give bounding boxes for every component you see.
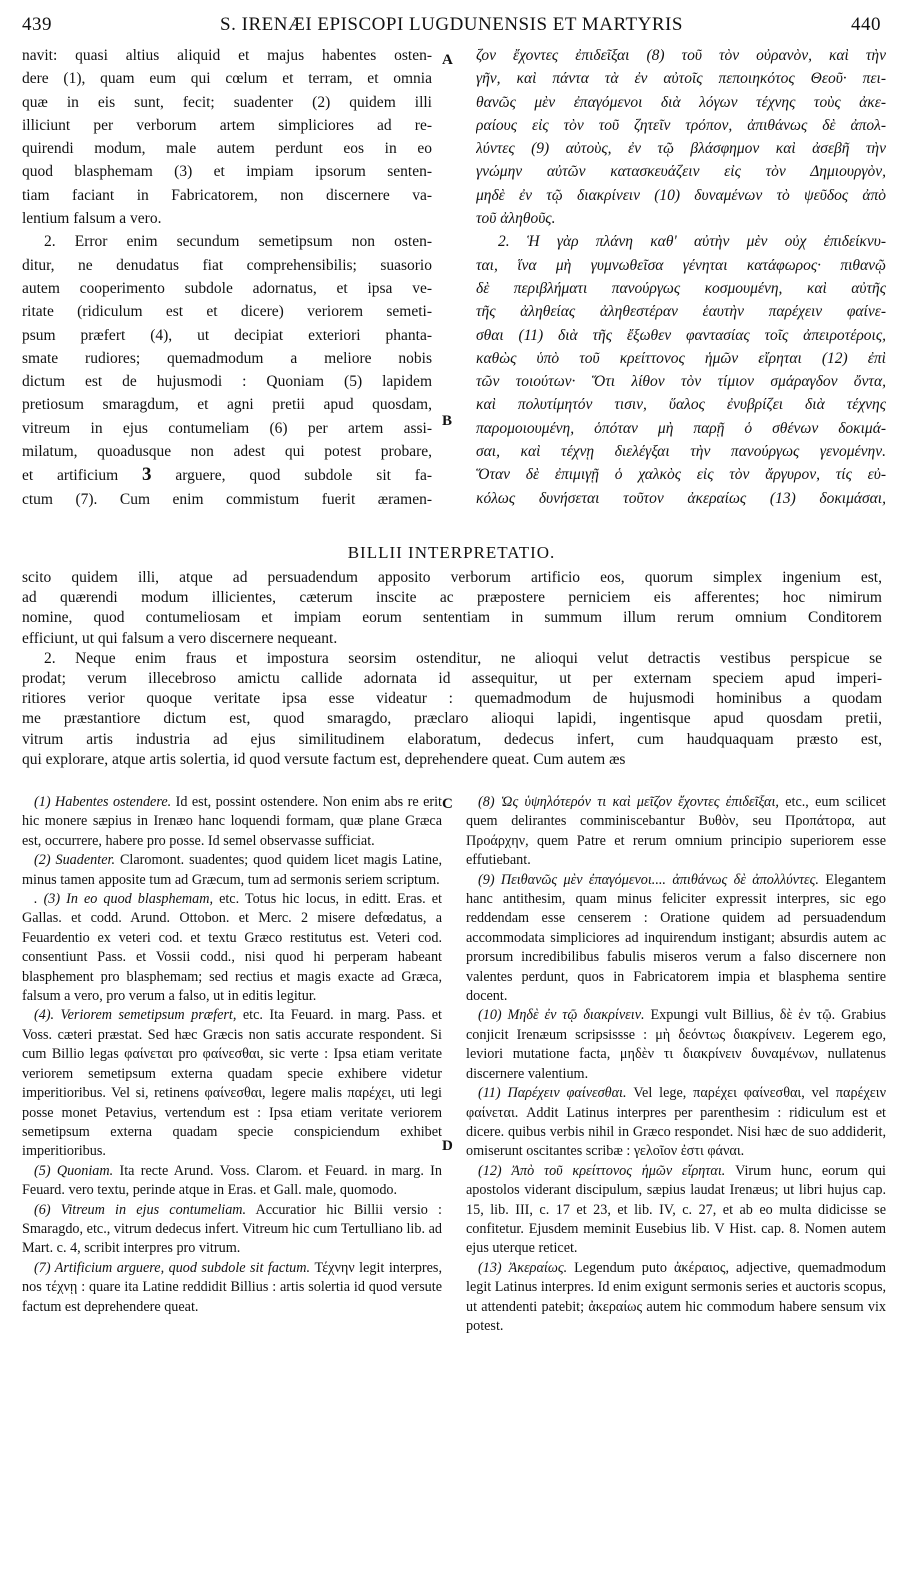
text-line: vitreum in ejus contumeliam (6) per artem assi- (22, 419, 432, 437)
footnote (466, 871, 886, 1007)
text-line: ad quærendi modum illicientes, cæterum inscite ac præpostere perniciem eis afferentes; hoc nimirum (22, 589, 882, 607)
margin-marker-b: B (442, 413, 453, 429)
footnote-text: etc., eum scilicet quem delirantes comminiscebantur Βυθὸν, seu Προπάτορα, aut Προάρχην, quem Patre et rerum omnium principio superiorem esse effutiebant. (466, 794, 886, 869)
text-line: γνώμην αὐτῶν κατασκευάζειν εἰς τὸν Δημιουργὸν, (476, 163, 886, 181)
footnotes-left-column (22, 793, 442, 1317)
text-line: me præstantiore dictum est, quod smaragdo, præclaro alioqui lapidi, ingentisque apud quosdam pretii, (22, 710, 882, 728)
text-line: θανῶς μὲν ἐπαγόμενοι διὰ λόγων τέχνης τοὺς ἀκε- (476, 93, 886, 111)
text-line: γῆν, καὶ πάντα τὰ ἐν αὐτοῖς πεποιηκότος Θεοῦ· πει- (476, 70, 886, 88)
text-line: ζον ἔχοντες ἐπιδεῖξαι (8) τοῦ τὸν οὐρανὸν, καὶ τὴν (476, 47, 886, 64)
footnote-lemma: (12) Ἀπὸ τοῦ κρείττονος ἡμῶν εἴρηται. (478, 1162, 726, 1179)
text-line: prodat; verum illecebroso amictu callide adornata id assequitur, ut per externam speciem apud imperi- (22, 670, 882, 688)
text-line: nomine, quod contumeliosam et impiam eorum sententiam in summum illum rerum omnium Conditorem (22, 609, 882, 627)
footnote-text: Ita recte Arund. Voss. Clarom. et Feuard. in marg. In Feuard. vero textu, perinde atque in Eras. et Gall. male, quomodo. (22, 1162, 442, 1199)
text-line: καθὼς ὑπὸ τοῦ κρείττονος ἡμῶν εἴρηται (12) ἐπὶ (476, 349, 886, 367)
latin-text-column (22, 44, 432, 511)
text-line: μηδὲ ἐν τῷ διακρίνειν (10) δυναμένων τὸ ψεῦδος ἀπὸ (476, 186, 886, 204)
section-title: BILLII INTERPRETATIO. (347, 543, 556, 562)
footnote-lemma: (4). Veriorem semetipsum præfert, (34, 1007, 237, 1024)
page-number-right: 440 (851, 14, 881, 35)
margin-marker-c: C (442, 796, 453, 812)
margin-marker-d: D (442, 1138, 453, 1154)
text-line (22, 463, 432, 487)
footnote-lemma: (10) Μηδὲ ἐν τῷ διακρίνειν. (478, 1007, 645, 1024)
text-fragment: et artificium (22, 467, 143, 485)
text-line: dere (1), quam eum qui cœlum et terram, et omnia (22, 70, 432, 88)
text-line: 2. Error enim secundum semetipsum non osten- (44, 233, 432, 251)
running-title: S. IRENÆI EPISCOPI LUGDUNENSIS ET MARTYRIS (220, 14, 683, 35)
text-line: quod blasphemam (3) et impiam ipsorum senten- (22, 163, 432, 181)
footnote-lemma: (5) Quoniam. (34, 1162, 114, 1179)
footnote (22, 793, 442, 851)
footnote-lemma: (13) Ἀκεραίως. (478, 1259, 568, 1276)
text-line: τοῦ ἀληθοῦς. (476, 210, 556, 228)
footnote (22, 851, 442, 890)
footnote (22, 890, 442, 1006)
text-line: σθαι (11) διὰ τῆς ἔξωθεν φαντασίας τοῖς ἀπειροτέροις, (476, 326, 886, 344)
text-line: 2. Neque enim fraus et impostura seorsim ostenditur, ne alioqui velut detractis vestibus perspicue se (44, 649, 882, 667)
greek-text-column (476, 44, 886, 510)
footnote-lemma: (9) Πειθανῶς μὲν ἐπαγόμενοι.... ἀπιθάνως δὲ ἀπολλύντες. (478, 871, 819, 888)
text-line: vitrum artis industria ad ejus similitudinem elaboratum, dedecus infert, cum haudquaquam præsto est, (22, 730, 882, 748)
text-line: καὶ πολυτίμητόν τισιν, ὕαλος ἐνυβρίζει διὰ τέχνης (476, 396, 886, 414)
footnote (22, 1162, 442, 1201)
margin-marker-3: 3 (142, 464, 152, 486)
footnote (466, 1162, 886, 1259)
footnote-lemma: (7) Artificium arguere, quod subdole sit factum. (34, 1259, 311, 1276)
text-line: milatum, quoadusque non adest qui potest probare, (22, 443, 432, 461)
footnote (466, 1259, 886, 1337)
footnote-lemma: (8) Ὡς ὑψηλότερόν τι καὶ μεῖζον ἔχοντες ἐπιδεῖξαι, (478, 794, 779, 810)
text-line: illiciunt per verborum artem simpliciores ad re- (22, 116, 432, 134)
text-line: 2. Ἡ γὰρ πλάνη καθ' αὐτὴν μὲν οὐχ ἐπιδείκνυ- (498, 233, 886, 251)
text-line: smate rudiores; quemadmodum a meliore nobis (22, 349, 432, 367)
text-line: ditur, ne denudatus fiat comprehensibilis; suasorio (22, 256, 432, 274)
text-fragment: arguere, quod subdole sit fa- (151, 467, 432, 485)
footnote-text: Elegantem hanc antithesim, quam minus feliciter expressit interpres, sic ego reddendam esse censerem : Oratione quidem ad persuadendum accommodata simpliciores ad inquirendum instigant; absurdis autem ac prorsum incredibilibus fabulis miseros verum a falso discernere non valentes perdunt, quos in Fabricatorem impia et blasphema sentire docent. (466, 871, 886, 1005)
text-line: qui explorare, atque artis solertia, id quod versute factum est, deprehendere queat. Cum autem æs (22, 750, 626, 768)
page-number-left: 439 (22, 14, 52, 35)
text-line: δὲ περιβλήματι πανούργως κοσμουμένη, καὶ αὐτῆς (476, 279, 886, 297)
margin-marker-a: A (442, 52, 453, 68)
running-head (22, 12, 881, 40)
footnote (466, 1084, 886, 1162)
footnote (22, 1006, 442, 1161)
text-line: λύντες (9) αὐτοὺς, ἐν τῷ βλάσφημον καὶ ἀσεβῆ τὴν (476, 140, 886, 158)
footnote (466, 1006, 886, 1084)
footnote-text: Id est, possint ostendere. Non enim abs re erit hic monere sæpius in Irenæo hanc loquendi formam, quæ plane Græca est, occurrere, habere pro posse. Id semel observasse sufficiat. (22, 794, 442, 849)
footnote-lemma: (6) Vitreum in ejus contumeliam. (34, 1201, 247, 1218)
footnote-lemma: (2) Suadenter. (34, 852, 115, 869)
text-line: dictum est de hujusmodi : Quoniam (5) lapidem (22, 373, 432, 391)
text-line: efficiunt, ut qui falsum a vero discernere nequeant. (22, 629, 338, 647)
footnote (466, 793, 886, 871)
footnote-text: Claromont. suadentes; quod quidem licet magis Latine, minus tamen apposite tum ad Græcum, tum ad sermonis seriem scriptum. (22, 852, 442, 888)
footnote-text: etc. Ita Feuard. in marg. Pass. et Voss. cæteri præstat. Sed hæc Græcis non satis accurate respondent. Si cum Billio legas φαίνεται pro φαίνεσθαι, sic verte : Ipsa etiam veritate veriorem semetipsum externa quadam specie exhibere videtur imperitioribus. Vel si, retinens φαίνεσθαι, legere malis παρέχει, uti legi posse monet Petavius, vertendum est : Ipsa etiam veritate veriorem semetipsum externa quadam specie conspiciendum exhibet imperitioribus. (22, 1007, 442, 1160)
footnote-text: Vel lege, παρέχει φαίνεσθαι, vel παρέχειν φαίνεται. Addit Latinus interpres per parenthesim : ridiculum est et dicere. quibus verbis nihil in Græco respondet. Nisi hæc de suo addiderit, omiserunt oscitantes scribæ : γελοῖον ἐστι φάναι. (466, 1085, 886, 1160)
text-line: παρομοιουμένη, ὁπόταν μὴ παρῇ ὁ σθένων δοκιμά- (476, 419, 886, 437)
text-line: ctum (7). Cum enim commistum fuerit æramen- (22, 490, 432, 508)
billii-interpretatio-text (22, 568, 882, 770)
text-line: psum præfert (4), ut decipiat exteriori phanta- (22, 326, 432, 344)
footnote-text: etc. Totus hic locus, in editt. Eras. et Gallas. et codd. Arund. Ottobon. et Merc. 2 misere defœdatus, a Feuardentio ex veteri cod. et textu Græco restitutus est. Veteri cod. consentiunt Pass. et Vossii codd., nisi quod hi perperam habeant blasphement pro blasphemam; sed rectius et magis exacte ad Græca, falsum a vero, pro verum a falso, ut in editis legitur. (22, 891, 442, 1005)
text-line: ραίους εἰς τὸν τοῦ ζητεῖν τρόπον, ἀπιθάνως δὲ ἀπολ- (476, 116, 886, 134)
footnotes-right-column (466, 793, 886, 1336)
footnote-lemma: (11) Παρέχειν φαίνεσθαι. (478, 1085, 627, 1102)
footnote (22, 1259, 442, 1317)
footnote-lemma: (1) Habentes ostendere. (34, 794, 172, 810)
text-line: Ὅταν δὲ ἐπιμιγῇ ὁ χαλκὸς εἰς τὸν ἄργυρον, τίς εὐ- (476, 466, 886, 484)
footnote-lemma: . (3) In eo quod blasphemam, (34, 891, 214, 908)
footnote-text: Expungi vult Billius, δὲ ἐν τῷ. Grabius conjicit Irenæum scripsissse : μὴ δεόντως διακρίνειν. Legerem ego, leviori mutatione facta, μηδὲν τι διακρίνειν δυναμένων, nullatenus discernere valentium. (466, 1007, 886, 1082)
footnote-text: Accuratior hic Billii versio : Smaragdo, etc., vitrum dedecus infert. Vitreum hic cum Tertulliano lib. ad Mart. c. 4, scribit interpres pro vitrum. (22, 1201, 442, 1257)
footnote-text: Legendum puto ἀκέραιος, adjective, quemadmodum legit Latinus interpres. Id enim exigunt sermonis series et auctoris scopus, ut attendenti patebit; ἀκεραίως autem hic commodum habere sensum vix potest. (466, 1259, 887, 1334)
text-line: κόλως δυνήσεται τοῦτον ἀκεραίως (13) δοκιμάσαι, (476, 489, 886, 507)
text-line: τῶν τοιούτων· Ὅτι λίθον τὸν τίμιον σμάραγδον ὄντα, (476, 373, 886, 391)
text-line: navit: quasi altius aliquid et majus habentes osten- (22, 47, 432, 64)
text-line: τῆς ἀληθείας ἀληθεστέραν ἑαυτὴν παρέχειν φαίνε- (476, 303, 886, 321)
text-line: lentium falsum a vero. (22, 210, 162, 228)
text-line: ται, ἵνα μὴ γυμνωθεῖσα γένηται κατάφωρος· πιθανῷ (476, 256, 886, 274)
text-line: ritate (ridiculum est et dicere) veriorem semeti- (22, 303, 432, 321)
text-line: scito quidem illi, atque ad persuadendum apposito verborum artificio eos, quorum simplex ingenium est, (22, 569, 882, 586)
text-line: autem cooperimento subdole adornatus, et ipsa ve- (22, 279, 432, 297)
text-line: pretiosum smaragdum, et agni pretii apud quosdam, (22, 396, 432, 414)
text-line: σαι, καὶ τέχνῃ διελέγξαι τὴν πανούργως γενομένην. (476, 443, 886, 461)
footnote (22, 1201, 442, 1259)
text-line: quæ in eis sunt, fecit; suadenter (2) quidem illi (22, 93, 432, 111)
footnote-text: Virum hunc, eorum qui apostolos viderant discipulum, sæpius laudat Irenæus; ut libri hujus cap. 15, lib. III, c. 17 et 23, et lib. IV, c. 27, et ab eo multa didicisse se confitetur. Ejusdem meminit Eusebius lib. V Hist. cap. 8. Nomen autem ejus uterque reticet. (466, 1162, 886, 1257)
footnote-text: Τέχνην legit interpres, nos τέχνῃ : quare ita Latine reddidit Billius : artis solertia id quod versute factum est deprehendere queat. (22, 1259, 443, 1315)
text-line: tiam faciant in Fabricatorem, non discernere va- (22, 186, 432, 204)
text-line: ritiores verior quoque veritate ipsa esse videatur : quemadmodum de hujusmodi hominibus a quodam (22, 690, 882, 708)
text-line: quirendi modum, male autem perdunt eos in eo (22, 140, 432, 158)
